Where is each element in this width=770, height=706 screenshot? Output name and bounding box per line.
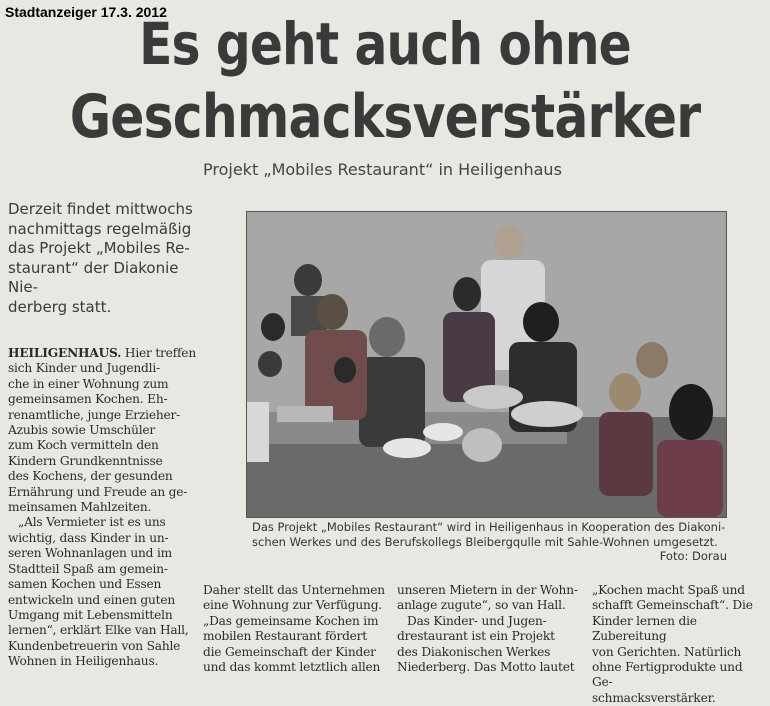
caption-line: Das Projekt „Mobiles Restaurant“ wird in Heiligenhaus in Kooperation des Diakoni- [252, 520, 726, 534]
column-line: entwickeln und einen guten [8, 592, 176, 607]
lead-paragraph [8, 200, 208, 317]
column-line: Das Kinder- und Jugen- [407, 613, 547, 628]
column-line: anlage zugute“, so van Hall. [397, 598, 566, 613]
article-column-2 [203, 583, 391, 675]
column-line: Daher stellt das Unternehmen [203, 583, 385, 597]
column-line: Kundenbetreuerin von Sahle [8, 638, 181, 653]
photo-caption [252, 520, 727, 564]
column-line: des Diakonischen Werkes [397, 644, 551, 659]
column-line: mobilen Restaurant fördert [203, 629, 368, 644]
column-line: „Kochen macht Spaß und [592, 583, 745, 597]
column-line: lernen“, erklärt Elke van Hall, [8, 623, 189, 638]
photo-credit: Foto: Dorau [659, 549, 727, 563]
lead-line: derberg statt. [8, 297, 112, 316]
column-line-text: Hier treffen [121, 346, 196, 360]
dateline: HEILIGENHAUS. [8, 346, 122, 360]
column-line: und das kommt letztlich allen [203, 660, 381, 675]
column-line: schafft Gemeinschaft“. Die [592, 598, 753, 613]
column-line: wichtig, dass Kinder in un- [8, 530, 169, 545]
column-line: „Das gemeinsame Kochen im [203, 613, 379, 628]
column-line: sich Kinder und Jugendli- [8, 361, 160, 376]
column-line: ohne Fertigprodukte und Ge- [592, 660, 743, 690]
headline-line-1: Es geht auch ohne [139, 10, 631, 78]
lead-line: das Projekt „Mobiles Re- [8, 239, 190, 257]
column-line: Kindern Grundkenntnisse [8, 453, 163, 468]
lead-line: nachmittags regelmäßig [8, 219, 192, 238]
column-line: zum Koch vermitteln den [8, 438, 159, 453]
column-line: des Kochens, der gesunden [8, 469, 173, 484]
caption-line: schen Werkes und des Berufskollegs Bleibergqulle mit Sahle-Wohnen umgesetzt. [252, 534, 718, 549]
article-column-4 [592, 583, 764, 706]
column-line: seren Wohnanlagen und im [8, 546, 173, 561]
column-line: drestaurant ist ein Projekt [397, 629, 555, 644]
column-line: Wohnen in Heiligenhaus. [8, 654, 159, 669]
headline-line-2: Geschmacksverstärker [69, 82, 701, 152]
subheadline: Projekt „Mobiles Restaurant“ in Heiligenhaus [203, 160, 562, 179]
column-line: Kinder lernen die Zubereitung [592, 613, 697, 644]
lead-line: staurant“ der Diakonie Nie- [8, 258, 179, 296]
column-line: eine Wohnung zur Verfügung. [203, 598, 382, 613]
column-line: Umgang mit Lebensmitteln [8, 607, 173, 622]
source-date-label: Stadtanzeiger 17.3. 2012 [5, 4, 167, 20]
column-line: Stadtteil Spaß am gemein- [8, 561, 168, 576]
column-line: che in einer Wohnung zum [8, 376, 169, 391]
group-photo [246, 211, 727, 518]
column-line: die Gemeinschaft der Kinder [203, 644, 376, 659]
column-line: samen Kochen und Essen [8, 577, 162, 592]
column-line: schmacksverstärker. [592, 690, 716, 705]
column-line: „Als Vermieter ist es uns [18, 515, 166, 530]
column-line: Ernährung und Freude an ge- [8, 484, 188, 499]
column-line [8, 346, 208, 361]
column-line: meinsamen Mahlzeiten. [8, 500, 152, 515]
photo-illustration [247, 212, 726, 517]
column-line: von Gerichten. Natürlich [592, 644, 742, 659]
column-line: gemeinsamen Kochen. Eh- [8, 392, 168, 407]
article-column-1 [8, 346, 208, 670]
column-line: renamtliche, junge Erzieher- [8, 407, 181, 422]
column-line: Niederberg. Das Motto lautet [397, 660, 575, 675]
column-line: unseren Mietern in der Wohn- [397, 583, 578, 597]
article-column-3 [397, 583, 587, 675]
column-line: Azubis sowie Umschüler [8, 423, 156, 438]
lead-line: Derzeit findet mittwochs [8, 200, 193, 218]
